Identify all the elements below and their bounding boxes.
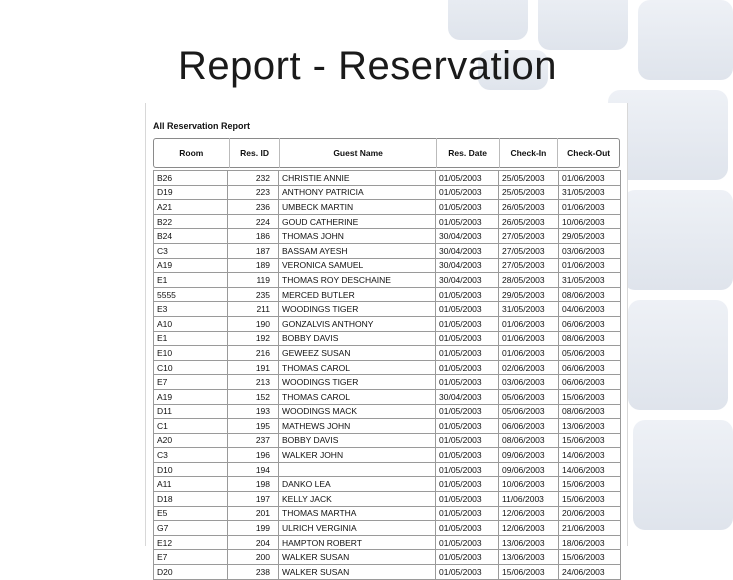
cell-room: D19: [154, 185, 228, 200]
cell-check-in: 25/05/2003: [499, 171, 559, 186]
cell-guest-name: WOODINGS TIGER: [279, 302, 436, 317]
cell-res-date: 01/05/2003: [436, 492, 499, 507]
cell-room: E12: [154, 535, 228, 550]
cell-res-id: 152: [228, 389, 279, 404]
cell-guest-name: GEWEEZ SUSAN: [279, 346, 436, 361]
cell-check-out: 06/06/2003: [559, 316, 621, 331]
table-row: [154, 462, 621, 477]
cell-res-id: 204: [228, 535, 279, 550]
cell-room: D10: [154, 462, 228, 477]
table-row: [154, 448, 621, 463]
cell-res-id: 216: [228, 346, 279, 361]
cell-room: E5: [154, 506, 228, 521]
table-row: [154, 535, 621, 550]
cell-res-date: 01/05/2003: [436, 477, 499, 492]
cell-res-id: 237: [228, 433, 279, 448]
column-header-check-out: Check-Out: [567, 148, 611, 158]
cell-res-date: 01/05/2003: [436, 535, 499, 550]
table-row: [154, 273, 621, 288]
cell-guest-name: THOMAS JOHN: [279, 229, 436, 244]
cell-check-out: 15/06/2003: [559, 550, 621, 565]
cell-res-date: 30/04/2003: [436, 243, 499, 258]
column-header-check-in: Check-In: [500, 138, 559, 168]
cell-check-in: 13/06/2003: [499, 535, 559, 550]
cell-check-out: 08/06/2003: [559, 404, 621, 419]
cell-res-id: 232: [228, 171, 279, 186]
cell-res-id: 189: [228, 258, 279, 273]
cell-check-out: 15/06/2003: [559, 477, 621, 492]
table-row: [154, 302, 621, 317]
cell-check-in: 01/06/2003: [499, 331, 559, 346]
cell-room: B22: [154, 214, 228, 229]
cell-res-date: 01/05/2003: [436, 419, 499, 434]
cell-res-date: 01/05/2003: [436, 287, 499, 302]
cell-guest-name: ANTHONY PATRICIA: [279, 185, 436, 200]
table-row: [154, 506, 621, 521]
cell-check-in: 27/05/2003: [499, 229, 559, 244]
slide-title: Report - Reservation: [178, 44, 558, 88]
cell-check-in: 26/05/2003: [499, 200, 559, 215]
cell-check-in: 13/06/2003: [499, 550, 559, 565]
cell-check-out: 20/06/2003: [559, 506, 621, 521]
cell-guest-name: KELLY JACK: [279, 492, 436, 507]
cell-room: A11: [154, 477, 228, 492]
table-row: [154, 550, 621, 565]
cell-room: E10: [154, 346, 228, 361]
cell-res-id: 201: [228, 506, 279, 521]
cell-room: E7: [154, 375, 228, 390]
cell-room: C10: [154, 360, 228, 375]
cell-res-id: 196: [228, 448, 279, 463]
cell-res-id: 187: [228, 243, 279, 258]
cell-check-in: 01/06/2003: [499, 316, 559, 331]
table-row: [154, 229, 621, 244]
cell-res-id: 195: [228, 419, 279, 434]
cell-check-in: 15/06/2003: [499, 565, 559, 580]
table-row: [154, 200, 621, 215]
cell-res-id: 223: [228, 185, 279, 200]
cell-guest-name: THOMAS CAROL: [279, 389, 436, 404]
cell-res-date: 01/05/2003: [436, 214, 499, 229]
cell-res-id: 193: [228, 404, 279, 419]
cell-guest-name: MERCED BUTLER: [279, 287, 436, 302]
cell-check-in: 27/05/2003: [499, 243, 559, 258]
cell-guest-name: THOMAS MARTHA: [279, 506, 436, 521]
cell-res-id: 200: [228, 550, 279, 565]
cell-guest-name: WALKER JOHN: [279, 448, 436, 463]
cell-check-out: 15/06/2003: [559, 492, 621, 507]
cell-res-id: 194: [228, 462, 279, 477]
table-row: [154, 185, 621, 200]
cell-room: E1: [154, 331, 228, 346]
cell-room: A21: [154, 200, 228, 215]
cell-check-out: 14/06/2003: [559, 462, 621, 477]
cell-room: C1: [154, 419, 228, 434]
cell-check-out: 14/06/2003: [559, 448, 621, 463]
cell-guest-name: BOBBY DAVIS: [279, 331, 436, 346]
cell-guest-name: VERONICA SAMUEL: [279, 258, 436, 273]
cell-room: C3: [154, 243, 228, 258]
cell-guest-name: BASSAM AYESH: [279, 243, 436, 258]
table-row: [154, 258, 621, 273]
cell-res-id: 192: [228, 331, 279, 346]
report-heading: All Reservation Report: [153, 121, 251, 131]
cell-room: E3: [154, 302, 228, 317]
cell-guest-name: HAMPTON ROBERT: [279, 535, 436, 550]
cell-check-in: 11/06/2003: [499, 492, 559, 507]
cell-res-date: 01/05/2003: [436, 316, 499, 331]
cell-check-out: 04/06/2003: [559, 302, 621, 317]
table-row: [154, 171, 621, 186]
cell-res-date: 01/05/2003: [436, 433, 499, 448]
table-row: [154, 404, 621, 419]
cell-guest-name: CHRISTIE ANNIE: [279, 171, 436, 186]
cell-check-out: 29/05/2003: [559, 229, 621, 244]
cell-guest-name: [279, 462, 436, 477]
cell-check-out: 03/06/2003: [559, 243, 621, 258]
cell-check-out: 05/06/2003: [559, 346, 621, 361]
cell-guest-name: WALKER SUSAN: [279, 565, 436, 580]
cell-room: D18: [154, 492, 228, 507]
table-row: [154, 389, 621, 404]
cell-check-in: 29/05/2003: [499, 287, 559, 302]
cell-check-in: 06/06/2003: [499, 419, 559, 434]
cell-check-out: 15/06/2003: [559, 389, 621, 404]
cell-check-out: 01/06/2003: [559, 258, 621, 273]
cell-res-date: 01/05/2003: [436, 550, 499, 565]
cell-res-id: 186: [228, 229, 279, 244]
cell-guest-name: ULRICH VERGINIA: [279, 521, 436, 536]
cell-res-id: 235: [228, 287, 279, 302]
cell-res-id: 211: [228, 302, 279, 317]
cell-res-date: 30/04/2003: [436, 273, 499, 288]
cell-check-in: 03/06/2003: [499, 375, 559, 390]
column-header-guest-name: Guest Name: [280, 138, 436, 168]
cell-room: D20: [154, 565, 228, 580]
cell-room: 5555: [154, 287, 228, 302]
cell-res-id: 190: [228, 316, 279, 331]
table-row: [154, 375, 621, 390]
table-row: [154, 565, 621, 580]
cell-res-date: 30/04/2003: [436, 229, 499, 244]
cell-room: B26: [154, 171, 228, 186]
cell-res-id: 197: [228, 492, 279, 507]
cell-check-in: 25/05/2003: [499, 185, 559, 200]
cell-res-id: 224: [228, 214, 279, 229]
cell-res-id: 238: [228, 565, 279, 580]
cell-room: C3: [154, 448, 228, 463]
cell-res-id: 213: [228, 375, 279, 390]
cell-check-in: 26/05/2003: [499, 214, 559, 229]
cell-check-in: 05/06/2003: [499, 389, 559, 404]
table-row: [154, 477, 621, 492]
cell-guest-name: GOUD CATHERINE: [279, 214, 436, 229]
cell-res-date: 30/04/2003: [436, 258, 499, 273]
cell-check-in: 08/06/2003: [499, 433, 559, 448]
cell-res-date: 01/05/2003: [436, 521, 499, 536]
cell-res-date: 01/05/2003: [436, 302, 499, 317]
cell-check-out: 01/06/2003: [559, 171, 621, 186]
cell-res-date: 30/04/2003: [436, 389, 499, 404]
table-row: [154, 346, 621, 361]
cell-room: B24: [154, 229, 228, 244]
cell-check-out: 21/06/2003: [559, 521, 621, 536]
cell-check-out: 24/06/2003: [559, 565, 621, 580]
cell-res-id: 236: [228, 200, 279, 215]
cell-res-date: 01/05/2003: [436, 360, 499, 375]
cell-res-id: 191: [228, 360, 279, 375]
cell-room: E7: [154, 550, 228, 565]
cell-res-date: 01/05/2003: [436, 506, 499, 521]
cell-check-out: 06/06/2003: [559, 360, 621, 375]
cell-res-date: 01/05/2003: [436, 462, 499, 477]
cell-check-in: 10/06/2003: [499, 477, 559, 492]
cell-check-out: 08/06/2003: [559, 331, 621, 346]
cell-res-date: 01/05/2003: [436, 404, 499, 419]
cell-check-out: 31/05/2003: [559, 273, 621, 288]
cell-check-in: 12/06/2003: [499, 506, 559, 521]
cell-guest-name: MATHEWS JOHN: [279, 419, 436, 434]
table-row: [154, 360, 621, 375]
cell-check-out: 31/05/2003: [559, 185, 621, 200]
report-panel: [145, 103, 628, 577]
cell-guest-name: THOMAS ROY DESCHAINE: [279, 273, 436, 288]
cell-res-date: 01/05/2003: [436, 346, 499, 361]
reservation-table: [153, 170, 621, 580]
cell-res-id: 119: [228, 273, 279, 288]
cell-check-in: 31/05/2003: [499, 302, 559, 317]
table-row: [154, 433, 621, 448]
cell-res-date: 01/05/2003: [436, 331, 499, 346]
cell-check-in: 02/06/2003: [499, 360, 559, 375]
cell-guest-name: GONZALVIS ANTHONY: [279, 316, 436, 331]
cell-res-id: 199: [228, 521, 279, 536]
column-header-room: Room: [154, 138, 230, 168]
cell-room: E1: [154, 273, 228, 288]
cell-check-out: 18/06/2003: [559, 535, 621, 550]
cell-room: A19: [154, 258, 228, 273]
cell-res-date: 01/05/2003: [436, 448, 499, 463]
cell-room: A20: [154, 433, 228, 448]
table-row: [154, 331, 621, 346]
table-row: [154, 419, 621, 434]
cell-guest-name: WOODINGS TIGER: [279, 375, 436, 390]
cell-check-in: 01/06/2003: [499, 346, 559, 361]
column-header-res-id: Res. ID: [230, 138, 281, 168]
cell-check-in: 09/06/2003: [499, 448, 559, 463]
cell-check-out: 10/06/2003: [559, 214, 621, 229]
cell-room: A10: [154, 316, 228, 331]
cell-res-date: 01/05/2003: [436, 185, 499, 200]
column-header-res-date: Res. Date: [437, 138, 500, 168]
cell-guest-name: DANKO LEA: [279, 477, 436, 492]
cell-check-out: 08/06/2003: [559, 287, 621, 302]
cell-check-in: 12/06/2003: [499, 521, 559, 536]
cell-room: A19: [154, 389, 228, 404]
cell-res-date: 01/05/2003: [436, 200, 499, 215]
cell-check-out: 15/06/2003: [559, 433, 621, 448]
column-header-row: [153, 138, 620, 168]
table-row: [154, 214, 621, 229]
cell-room: D11: [154, 404, 228, 419]
cell-guest-name: WOODINGS MACK: [279, 404, 436, 419]
cell-res-date: 01/05/2003: [436, 375, 499, 390]
table-row: [154, 316, 621, 331]
table-row: [154, 287, 621, 302]
cell-guest-name: UMBECK MARTIN: [279, 200, 436, 215]
cell-check-out: 06/06/2003: [559, 375, 621, 390]
cell-check-in: 09/06/2003: [499, 462, 559, 477]
cell-check-out: 13/06/2003: [559, 419, 621, 434]
cell-guest-name: THOMAS CAROL: [279, 360, 436, 375]
table-row: [154, 243, 621, 258]
cell-res-date: 01/05/2003: [436, 171, 499, 186]
table-row: [154, 492, 621, 507]
cell-check-out: 01/06/2003: [559, 200, 621, 215]
cell-res-id: 198: [228, 477, 279, 492]
cell-guest-name: BOBBY DAVIS: [279, 433, 436, 448]
table-row: [154, 521, 621, 536]
cell-res-date: 01/05/2003: [436, 565, 499, 580]
cell-guest-name: WALKER SUSAN: [279, 550, 436, 565]
cell-room: G7: [154, 521, 228, 536]
cell-check-in: 28/05/2003: [499, 273, 559, 288]
cell-check-in: 27/05/2003: [499, 258, 559, 273]
cell-check-in: 05/06/2003: [499, 404, 559, 419]
